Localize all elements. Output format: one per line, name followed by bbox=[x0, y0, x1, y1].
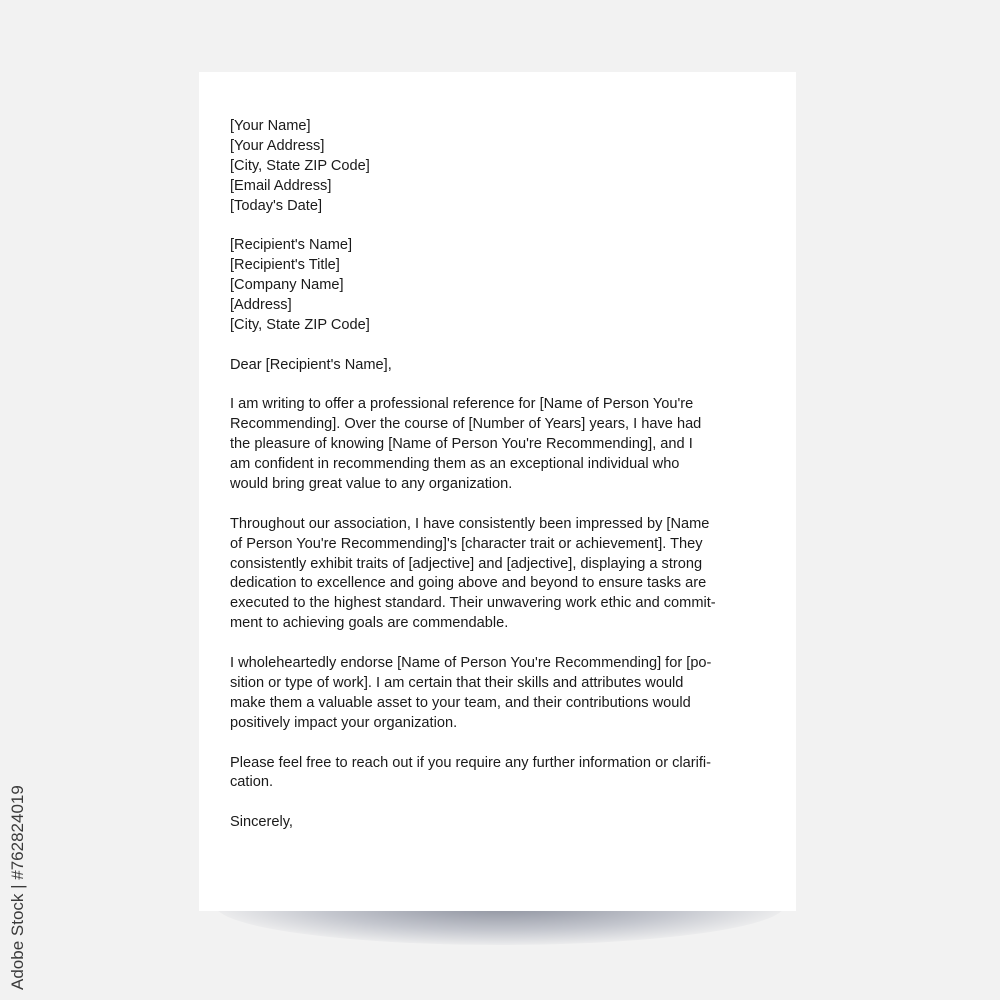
text-line: the pleasure of knowing [Name of Person You're Recommending], and I bbox=[230, 436, 693, 453]
letter-section-p2 bbox=[230, 515, 775, 634]
text-line: sition or type of work]. I am certain that their skills and attributes would bbox=[230, 674, 684, 691]
text-line: Recommending]. Over the course of [Number of Years] years, I have had bbox=[230, 416, 702, 433]
text-line: Dear [Recipient's Name], bbox=[230, 356, 392, 373]
text-line: [Company Name] bbox=[230, 277, 344, 294]
text-line: Throughout our association, I have consistently been impressed by [Name bbox=[230, 515, 710, 532]
letter-section-p4 bbox=[230, 754, 775, 794]
text-line: [City, State ZIP Code] bbox=[230, 316, 370, 333]
text-line: I wholeheartedly endorse [Name of Person You're Recommending] for [po- bbox=[230, 655, 712, 672]
letter-section-recipient bbox=[230, 236, 775, 335]
paragraph-gap bbox=[230, 376, 775, 396]
letter-section-p1 bbox=[230, 395, 775, 494]
text-line: of Person You're Recommending]'s [character trait or achievement]. They bbox=[230, 535, 703, 552]
text-line: [Recipient's Name] bbox=[230, 237, 353, 254]
letter-body bbox=[230, 117, 775, 833]
paragraph-gap bbox=[230, 634, 775, 654]
paragraph-gap bbox=[230, 216, 775, 236]
text-line: [Email Address] bbox=[230, 177, 332, 194]
text-line: am confident in recommending them as an exceptional individual who bbox=[230, 456, 680, 473]
letter-section-salutation bbox=[230, 356, 775, 376]
text-line: positively impact your organization. bbox=[230, 714, 458, 731]
text-line: Please feel free to reach out if you require any further information or clarifi- bbox=[230, 754, 712, 771]
text-line: I am writing to offer a professional reference for [Name of Person You're bbox=[230, 396, 694, 413]
text-line: [Your Name] bbox=[230, 118, 311, 134]
paragraph-gap bbox=[230, 495, 775, 515]
text-line: [Address] bbox=[230, 297, 292, 314]
letter-section-closing bbox=[230, 813, 775, 833]
text-line: ment to achieving goals are commendable. bbox=[230, 615, 509, 632]
letter-section-p3 bbox=[230, 654, 775, 734]
text-line: would bring great value to any organization. bbox=[230, 476, 513, 493]
text-line: [Today's Date] bbox=[230, 197, 323, 214]
paragraph-gap bbox=[230, 336, 775, 356]
text-line: [City, State ZIP Code] bbox=[230, 157, 370, 174]
text-line: cation. bbox=[230, 774, 273, 791]
text-line: [Your Address] bbox=[230, 137, 325, 154]
letter-section-sender bbox=[230, 117, 775, 216]
stock-credit: Adobe Stock | #762824019 bbox=[8, 785, 27, 990]
paragraph-gap bbox=[230, 734, 775, 754]
text-line: consistently exhibit traits of [adjective] and [adjective], displaying a strong bbox=[230, 555, 703, 572]
letter-page bbox=[199, 72, 796, 911]
text-line: dedication to excellence and going above and beyond to ensure tasks are bbox=[230, 575, 707, 592]
page-shadow bbox=[215, 905, 785, 945]
text-line: make them a valuable asset to your team, and their contributions would bbox=[230, 694, 691, 711]
paragraph-gap bbox=[230, 793, 775, 813]
text-line: executed to the highest standard. Their unwavering work ethic and commit- bbox=[230, 595, 716, 612]
text-line: [Recipient's Title] bbox=[230, 257, 340, 274]
text-line: Sincerely, bbox=[230, 814, 293, 831]
